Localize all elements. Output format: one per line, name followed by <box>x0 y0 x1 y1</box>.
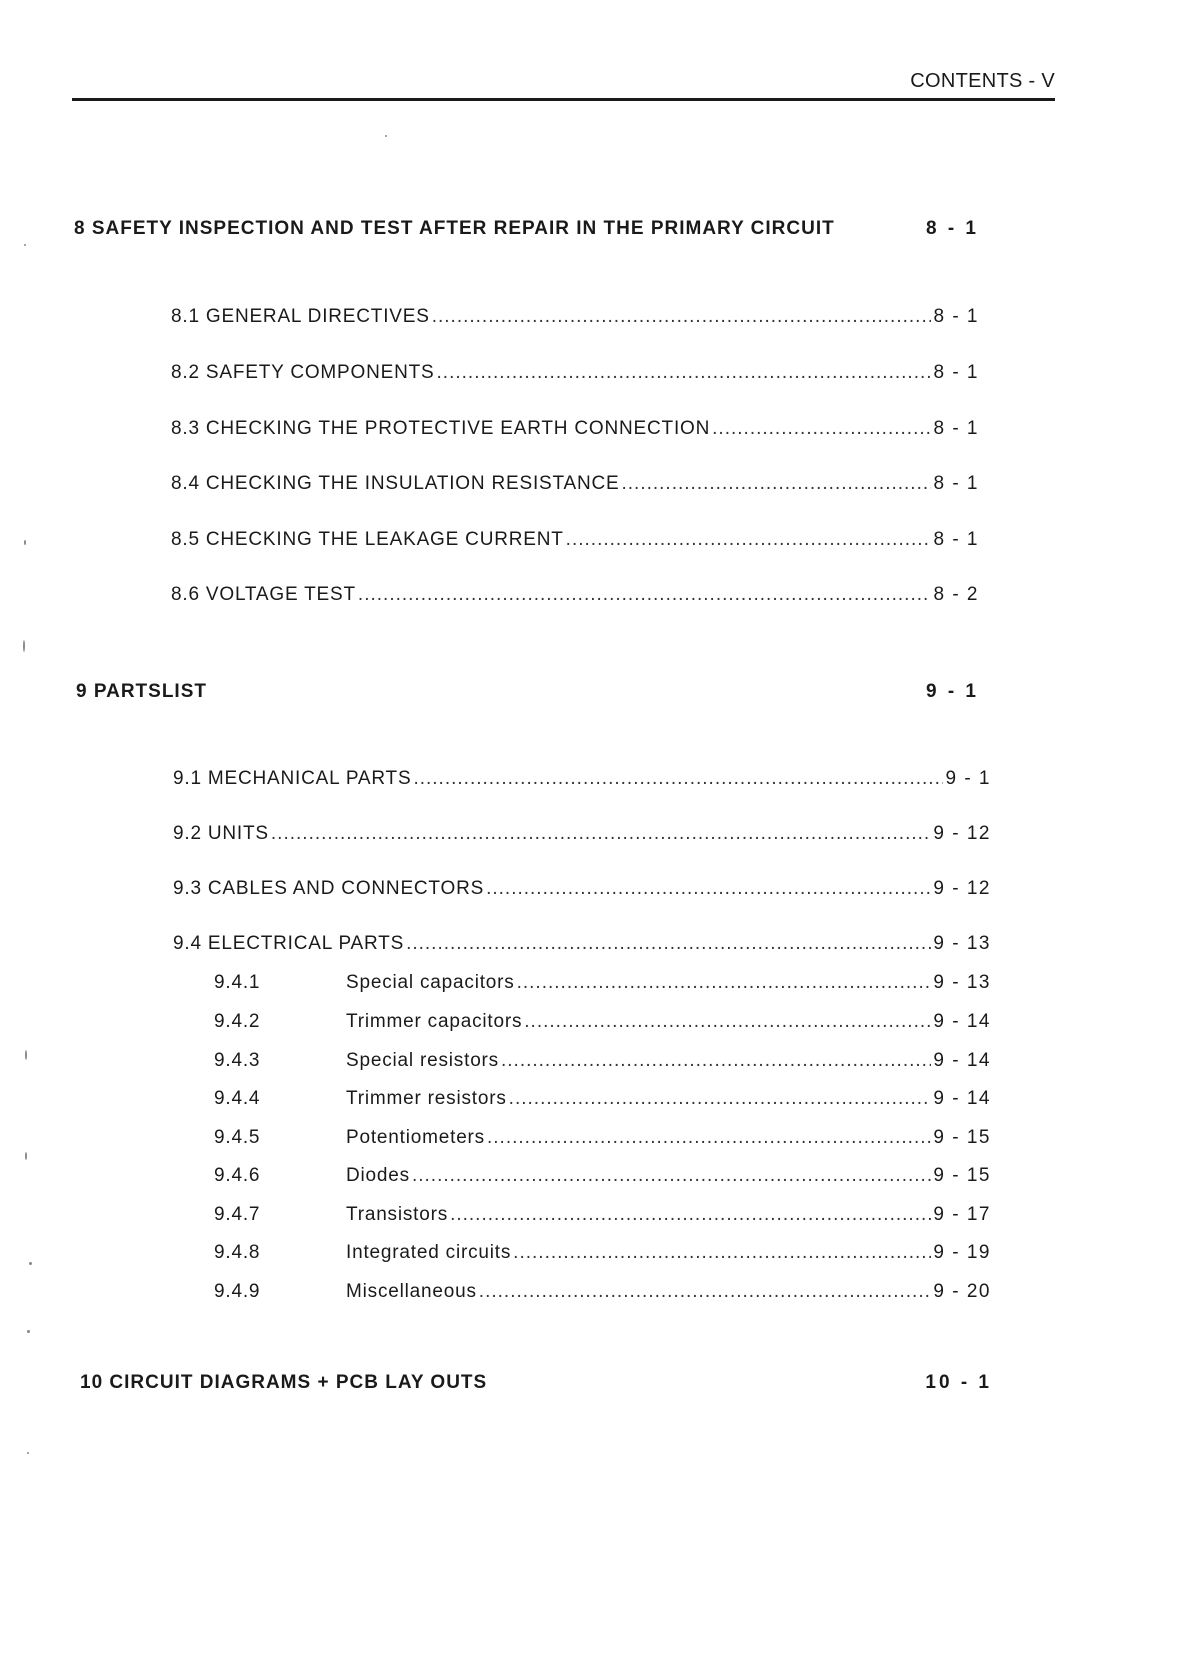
section-title: 8.5 CHECKING THE LEAKAGE CURRENT <box>171 529 564 550</box>
section-page: 8 - 1 <box>933 418 979 439</box>
section-page: 9 - 1 <box>945 768 991 789</box>
subsection-page: 9 - 20 <box>933 1281 991 1302</box>
subsection-number: 9.4.6 <box>214 1165 261 1186</box>
toc-section-8-3[interactable] <box>171 418 979 440</box>
leader-dots <box>486 878 931 900</box>
scan-speck <box>25 1152 27 1160</box>
scan-speck <box>385 135 387 137</box>
subsection-number: 9.4.7 <box>214 1204 261 1225</box>
subsection-number: 9.4.9 <box>214 1281 261 1302</box>
subsection-page: 9 - 15 <box>933 1165 991 1186</box>
section-page: 9 - 13 <box>933 933 991 954</box>
chapter-page: 9 - 1 <box>925 681 979 702</box>
toc-chapter-8[interactable] <box>74 218 979 240</box>
leader-dots <box>712 418 931 440</box>
leader-dots <box>413 768 943 790</box>
toc-subsection-9-4-1[interactable] <box>214 972 991 994</box>
leader-dots <box>621 473 931 495</box>
leader-dots <box>566 529 932 551</box>
toc-chapter-9[interactable] <box>76 681 979 703</box>
toc-section-9-4[interactable] <box>173 933 991 955</box>
subsection-page: 9 - 19 <box>933 1242 991 1263</box>
scan-speck <box>27 1330 30 1333</box>
leader-dots <box>487 1127 931 1149</box>
section-title: 8.1 GENERAL DIRECTIVES <box>171 306 430 327</box>
subsection-title: Transistors <box>346 1204 449 1225</box>
subsection-page: 9 - 17 <box>933 1204 991 1225</box>
section-title: 9.2 UNITS <box>173 823 269 844</box>
section-title: 9.1 MECHANICAL PARTS <box>173 768 412 789</box>
toc-subsection-9-4-5[interactable] <box>214 1127 991 1149</box>
subsection-page: 9 - 14 <box>933 1088 991 1109</box>
leader-dots <box>513 1242 931 1264</box>
subsection-title: Potentiometers <box>346 1127 485 1148</box>
subsection-title: Integrated circuits <box>346 1242 512 1263</box>
section-title: 9.4 ELECTRICAL PARTS <box>173 933 405 954</box>
subsection-number: 9.4.5 <box>214 1127 261 1148</box>
scan-speck <box>24 244 26 246</box>
subsection-page: 9 - 14 <box>933 1011 991 1032</box>
scan-speck <box>29 1262 32 1265</box>
chapter-title: 8 SAFETY INSPECTION AND TEST AFTER REPAIR IN THE PRIMARY CIRCUIT <box>74 218 835 239</box>
toc-subsection-9-4-6[interactable] <box>214 1165 991 1187</box>
subsection-number: 9.4.1 <box>214 972 261 993</box>
toc-subsection-9-4-9[interactable] <box>214 1281 991 1303</box>
leader-dots <box>517 972 932 994</box>
toc-section-8-1[interactable] <box>171 306 979 328</box>
section-page: 8 - 1 <box>933 306 979 327</box>
subsection-number: 9.4.2 <box>214 1011 261 1032</box>
scan-speck <box>23 640 25 652</box>
toc-subsection-9-4-3[interactable] <box>214 1050 991 1072</box>
scan-speck <box>25 1050 27 1060</box>
section-page: 8 - 2 <box>933 584 979 605</box>
subsection-page: 9 - 13 <box>933 972 991 993</box>
toc-subsection-9-4-8[interactable] <box>214 1242 991 1264</box>
section-page: 8 - 1 <box>933 473 979 494</box>
leader-dots <box>450 1204 931 1226</box>
section-page: 9 - 12 <box>933 823 991 844</box>
subsection-title: Miscellaneous <box>346 1281 477 1302</box>
leader-dots <box>509 1088 932 1110</box>
section-page: 9 - 12 <box>933 878 991 899</box>
subsection-title: Special capacitors <box>346 972 515 993</box>
leader-dots <box>358 584 932 606</box>
section-title: 8.6 VOLTAGE TEST <box>171 584 356 605</box>
toc-section-8-2[interactable] <box>171 362 979 384</box>
leader-dots <box>437 362 932 384</box>
chapter-title: 9 PARTSLIST <box>76 681 207 702</box>
toc-chapter-10[interactable] <box>80 1372 992 1394</box>
section-page: 8 - 1 <box>933 529 979 550</box>
subsection-title: Trimmer capacitors <box>346 1011 523 1032</box>
section-title: 8.3 CHECKING THE PROTECTIVE EARTH CONNECTION <box>171 418 711 439</box>
section-page: 8 - 1 <box>933 362 979 383</box>
section-title: 8.2 SAFETY COMPONENTS <box>171 362 435 383</box>
toc-section-9-3[interactable] <box>173 878 991 900</box>
section-title: 9.3 CABLES AND CONNECTORS <box>173 878 485 899</box>
toc-section-8-5[interactable] <box>171 529 979 551</box>
leader-dots <box>501 1050 931 1072</box>
subsection-title: Special resistors <box>346 1050 499 1071</box>
toc-subsection-9-4-4[interactable] <box>214 1088 991 1110</box>
chapter-page: 8 - 1 <box>925 218 979 239</box>
section-title: 8.4 CHECKING THE INSULATION RESISTANCE <box>171 473 620 494</box>
toc-section-8-4[interactable] <box>171 473 979 495</box>
leader-dots <box>406 933 931 955</box>
leader-dots <box>412 1165 931 1187</box>
toc-subsection-9-4-7[interactable] <box>214 1204 991 1226</box>
toc-section-9-2[interactable] <box>173 823 991 845</box>
running-head: CONTENTS - V <box>910 70 1055 92</box>
leader-dots <box>479 1281 932 1303</box>
subsection-title: Diodes <box>346 1165 410 1186</box>
subsection-number: 9.4.8 <box>214 1242 261 1263</box>
toc-section-8-6[interactable] <box>171 584 979 606</box>
subsection-title: Trimmer resistors <box>346 1088 507 1109</box>
chapter-title: 10 CIRCUIT DIAGRAMS + PCB LAY OUTS <box>80 1372 488 1393</box>
chapter-page: 10 - 1 <box>925 1372 992 1393</box>
subsection-page: 9 - 15 <box>933 1127 991 1148</box>
scan-speck <box>24 540 26 545</box>
leader-dots <box>271 823 932 845</box>
toc-subsection-9-4-2[interactable] <box>214 1011 991 1033</box>
toc-section-9-1[interactable] <box>173 768 991 790</box>
leader-dots <box>524 1011 931 1033</box>
scan-speck <box>27 1452 29 1454</box>
subsection-page: 9 - 14 <box>933 1050 991 1071</box>
subsection-number: 9.4.4 <box>214 1088 261 1109</box>
leader-dots <box>432 306 932 328</box>
header-rule <box>72 98 1055 101</box>
subsection-number: 9.4.3 <box>214 1050 261 1071</box>
